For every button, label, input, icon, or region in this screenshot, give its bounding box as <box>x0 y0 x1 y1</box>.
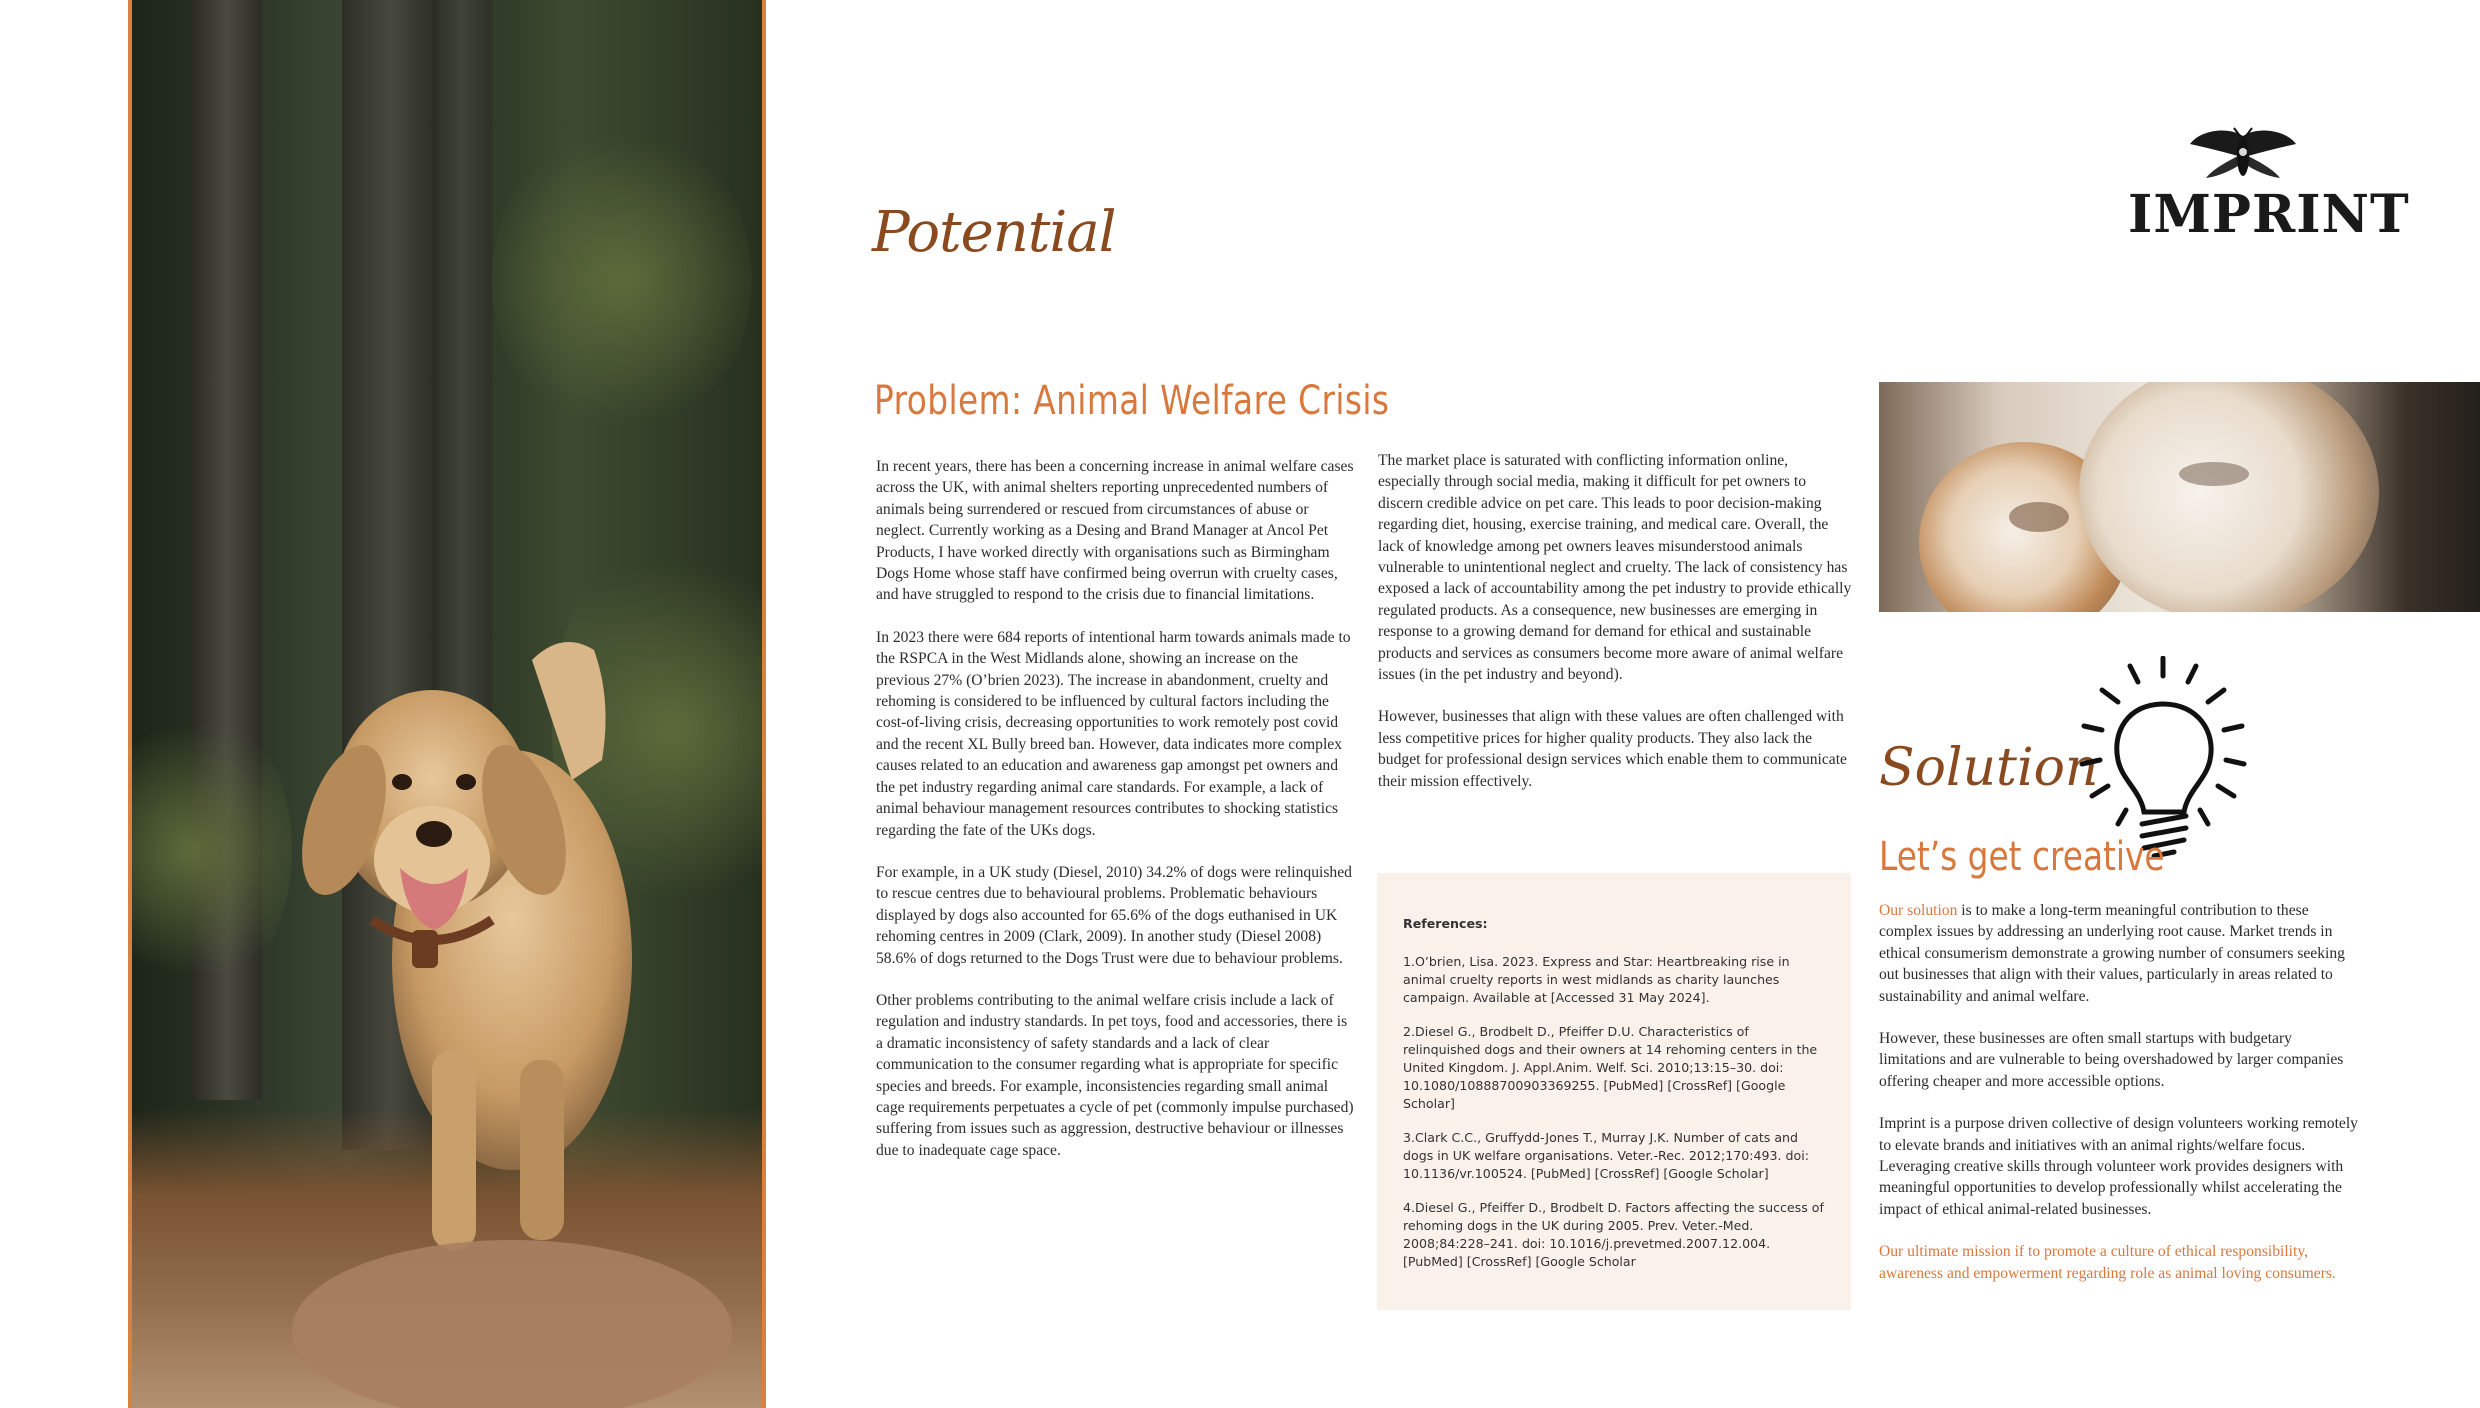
reference-item: 3.Clark C.C., Gruffydd-Jones T., Murray J.K. Number of cats and dogs in UK welfare organisations. Veter.-Rec. 2012;170:493. doi: 10.1136/vr.100524. [PubMed] [CrossRef] [Google Scholar] <box>1403 1130 1809 1181</box>
references-title: References: <box>1403 916 1488 931</box>
solution-heading: Let’s get creative <box>1879 834 2165 880</box>
imprint-logo <box>2128 126 2410 252</box>
problem-column-2 <box>1378 450 1852 813</box>
paragraph: However, these businesses are often small startups with budgetary limitations and are vulnerable to being overshadowed by larger companies offering cheaper and more accessible options. <box>1879 1030 2344 1090</box>
dog-figure <box>132 0 762 1408</box>
paragraph: Other problems contributing to the animal welfare crisis include a lack of regulation and industry standards. In pet toys, food and accessories, there is a dramatic inconsistency of safety standards and a lack of clear communication to the consumer regarding what is appropriate for specific species and breeds. For example, inconsistencies regarding small animal cage requirements perpetuates a cycle of pet (commonly impulse purchased) suffering from issues such as aggression, destructive behaviour or illnesses due to inadequate cage space. <box>876 991 1354 1159</box>
solution-column <box>1879 900 2359 1305</box>
reference-item: 2.Diesel G., Brodbelt D., Pfeiffer D.U. Characteristics of relinquished dogs and their owners at 14 rehoming centers in the United Kingdom. J. Appl.Anim. Welf. Sci. 2010;13:15–30. doi: 10.1080/10888700903369255. [PubMed] [CrossRef] [Google Scholar] <box>1403 1024 1818 1111</box>
solution-highlight: Our solution <box>1879 902 1958 919</box>
paragraph: In 2023 there were 684 reports of intentional harm towards animals made to the RSPCA in the West Midlands alone, showing an increase on the previous 27% (O’brien 2023). The increase in abandonment, cruelty and rehoming is considered to be influenced by cultural factors including the cost-of-living crisis, decreasing opportunities to work remotely post covid and the recent XL Bully breed ban. However, data indicates more complex causes related to an education and awareness gap amongst pet owners and the pet industry regarding animal care standards. For example, a lack of animal behaviour management resources contributes to shocking statistics regarding the fate of the UKs dogs. <box>876 628 1351 839</box>
reference-item: 4.Diesel G., Pfeiffer D., Brodbelt D. Factors affecting the success of rehoming dogs in the UK during 2005. Prev. Veter.-Med. 2008;84:228–241. doi: 10.1016/j.prevetmed.2007.12.004. [PubMed] [CrossRef] [Google Scholar <box>1403 1200 1824 1269</box>
problem-column-1 <box>876 456 1354 1182</box>
kittens-photo <box>1879 382 2480 612</box>
paragraph <box>1879 900 2359 1007</box>
paragraph: In recent years, there has been a concerning increase in animal welfare cases across the UK, with animal shelters reporting unprecedented numbers of animals being surrendered or rescued from circumstances of abuse or neglect. Currently working as a Desing and Brand Manager at Ancol Pet Products, I have worked directly with organisations such as Birmingham Dogs Home whose staff have confirmed being overrun with cruelty cases, and have struggled to respond to the crisis due to financial limitations. <box>876 458 1354 604</box>
dog-photo <box>128 0 766 1408</box>
paragraph: The market place is saturated with conflicting information online, especially through social media, making it difficult for pet owners to discern credible advice on pet care. This leads to poor decision-making regarding diet, housing, exercise training, and medical care. Overall, the lack of knowledge among pet owners leaves misunderstood animals vulnerable to unintentional neglect and cruelty. The lack of consistency has exposed a lack of accountability among the pet industry to provide ethically regulated products. As a consequence, new businesses are emerging in response to a growing demand for demand for ethical and sustainable products and services as consumers become more aware of animal welfare issues (in the pet industry and beyond). <box>1378 452 1852 684</box>
reference-item: 1.O’brien, Lisa. 2023. Express and Star: Heartbreaking rise in animal cruelty reports in west midlands as charity launches campaign. Available at [Accessed 31 May 2024]. <box>1403 954 1790 1005</box>
paragraph: Imprint is a purpose driven collective of design volunteers working remotely to elevate brands and initiatives with an animal rights/welfare focus. Leveraging creative skills through volunteer work provides designers with meaningful opportunities to develop professionally whilst accelerating the impact of ethical animal-related businesses. <box>1879 1115 2358 1218</box>
paragraph: For example, in a UK study (Diesel, 2010) 34.2% of dogs were relinquished to rescue centres due to behavioural problems. Problematic behaviours displayed by dogs also accounted for 65.6% of the dogs euthanised in UK rehoming centres in 2009 (Clark, 2009). In another study (Diesel 2008) 58.6% of dogs returned to the Dogs Trust were due to behaviour problems. <box>876 863 1352 967</box>
solution-label: Solution <box>1879 738 2099 798</box>
section-label: Potential <box>872 200 1116 265</box>
solution-intro-text: is to make a long-term meaningful contribution to these complex issues by addressing an underlying root cause. Market trends in ethical consumerism demonstrate a growing number of consumers seeking out businesses that align with their values, particularly in areas related to sustainability and animal welfare. <box>1879 902 2345 1005</box>
references-box <box>1377 873 1851 1310</box>
problem-heading: Problem: Animal Welfare Crisis <box>874 378 1390 424</box>
logo-wordmark: IMPRINT <box>2128 184 2410 245</box>
paragraph: However, businesses that align with these values are often challenged with less competitive prices for higher quality products. They also lack the budget for professional design services which enable them to communicate their mission effectively. <box>1378 708 1847 790</box>
moth-icon <box>2188 126 2298 182</box>
mission-statement: Our ultimate mission if to promote a culture of ethical responsibility, awareness and empowerment regarding role as animal loving consumers. <box>1879 1243 2336 1282</box>
